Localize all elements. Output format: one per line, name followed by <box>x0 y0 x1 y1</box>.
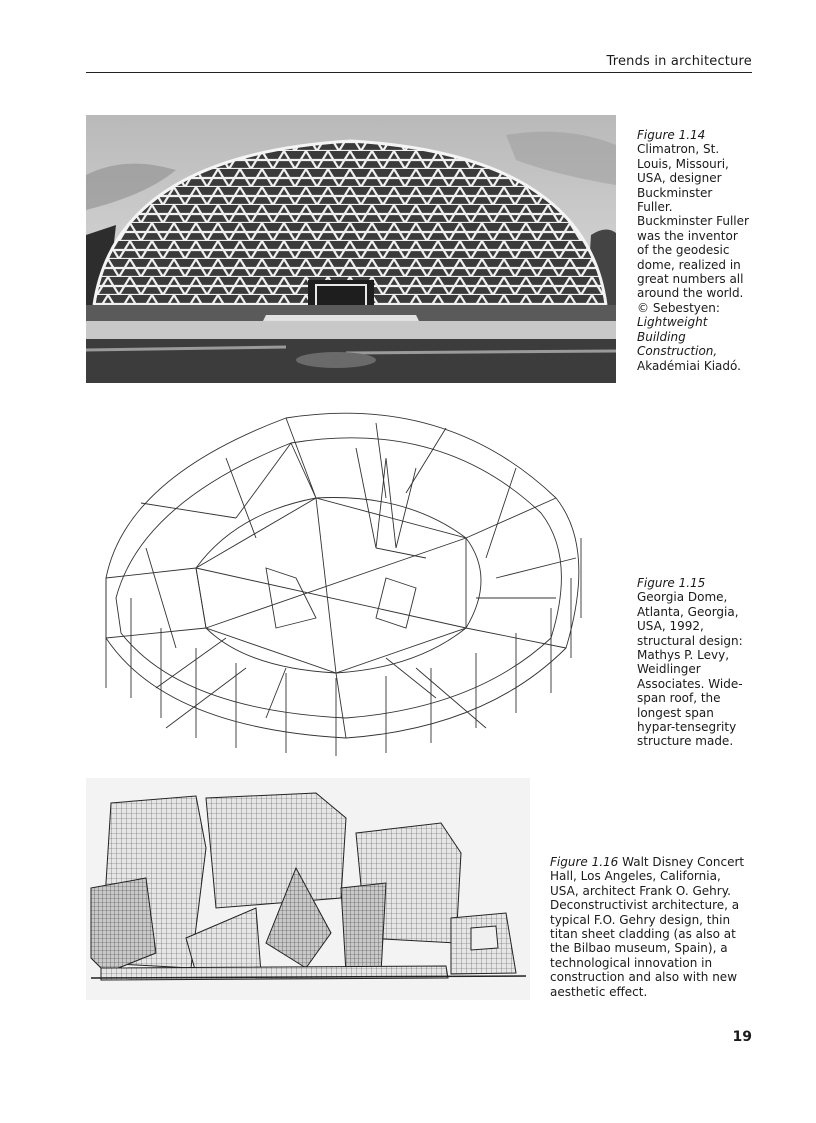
figure-1-16-drawing <box>86 778 530 1000</box>
caption-line <box>550 855 760 869</box>
running-head: Trends in architecture <box>606 54 752 69</box>
caption-line: dome, realized in <box>637 257 741 272</box>
caption-line: Buckminster Fuller <box>637 214 749 229</box>
figure-1-14-photo <box>86 115 616 383</box>
source-title-line: Construction, <box>637 344 718 359</box>
caption-line: the Bilbao museum, Spain), a <box>550 941 728 956</box>
figure-1-15-label: Figure 1.15 <box>637 576 706 590</box>
caption-line: Deconstructivist architecture, a <box>550 898 740 913</box>
caption-line: structure made. <box>637 734 734 749</box>
caption-line: USA, designer <box>637 171 722 186</box>
figure-1-16-label: Figure 1.16 <box>550 855 619 869</box>
caption-line: hypar-tensegrity <box>637 720 737 735</box>
caption-line: Associates. Wide- <box>637 676 743 691</box>
header-rule <box>86 72 752 73</box>
caption-line: aesthetic effect. <box>550 984 648 999</box>
caption-line: Climatron, St. <box>637 142 720 157</box>
page-number: 19 <box>732 1029 752 1045</box>
caption-line: Buckminster <box>637 185 713 200</box>
caption-line: span roof, the <box>637 691 721 706</box>
caption-line: USA, 1992, <box>637 619 704 634</box>
figure-1-14-label: Figure 1.14 <box>637 128 706 142</box>
source-title-line: Building <box>637 329 686 344</box>
caption-line: technological innovation in <box>550 955 713 970</box>
caption-line: longest span <box>637 705 714 720</box>
caption-line: typical F.O. Gehry design, thin <box>550 912 731 927</box>
caption-line: was the inventor <box>637 228 738 243</box>
caption-line: Louis, Missouri, <box>637 156 729 171</box>
figure-1-16-caption <box>550 855 760 999</box>
caption-line: of the geodesic <box>637 243 730 258</box>
caption-line: great numbers all <box>637 272 744 287</box>
caption-line: Hall, Los Angeles, California, <box>550 869 721 884</box>
georgia-dome-drawing <box>86 398 606 763</box>
caption-line-continuation: Walt Disney Concert <box>618 855 745 869</box>
source-title-line: Lightweight <box>637 315 708 330</box>
disney-concert-hall-drawing <box>86 778 530 1000</box>
caption-line: Georgia Dome, <box>637 590 728 605</box>
caption-line: Weidlinger <box>637 662 701 677</box>
caption-line: structural design: <box>637 633 743 648</box>
climatron-dome-illustration <box>86 115 616 383</box>
figure-1-15-caption <box>637 576 757 749</box>
caption-line: titan sheet cladding (as also at <box>550 927 736 942</box>
caption-line: USA, architect Frank O. Gehry. <box>550 883 731 898</box>
publisher: Akadémiai Kiadó. <box>637 358 741 373</box>
figure-1-15-drawing <box>86 398 606 763</box>
caption-line: © Sebestyen: <box>637 300 720 315</box>
caption-line: Mathys P. Levy, <box>637 648 730 663</box>
caption-line: Atlanta, Georgia, <box>637 604 739 619</box>
caption-line: around the world. <box>637 286 744 301</box>
caption-line: construction and also with new <box>550 970 738 985</box>
caption-line: Fuller. <box>637 200 673 215</box>
figure-1-14-caption <box>637 128 757 373</box>
